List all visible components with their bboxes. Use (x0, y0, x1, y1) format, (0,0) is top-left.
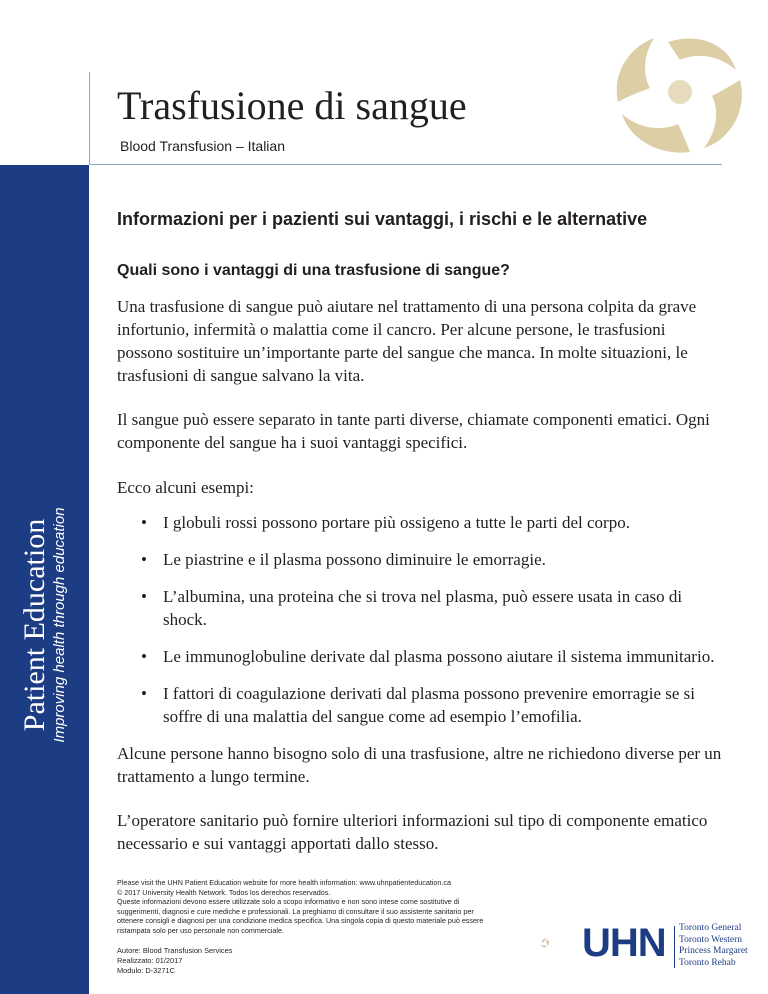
list-item-text: Le immunoglobuline derivate dal plasma possono aiutare il sistema immunitario. (163, 647, 715, 666)
footer-credits (117, 946, 377, 976)
sidebar-title: Patient Education (18, 518, 51, 732)
list-item-text: Le piastrine e il plasma possono diminuire le emorragie. (163, 550, 546, 569)
examples-list (117, 511, 722, 728)
paragraph-components: Il sangue può essere separato in tante parti diverse, chiamate componenti ematici. Ogni componente del sangue ha i suoi vantaggi specifici. (117, 410, 710, 452)
uhn-site: Toronto General (679, 923, 742, 933)
bullet-icon: • (141, 647, 147, 666)
list-item-text: I fattori di coagulazione derivati dal plasma possono prevenire emorragie se si soffre di una malattia del sangue come ad esempio l’emofilia. (163, 684, 696, 726)
paragraph-provider: L’operatore sanitario può fornire ulteriori informazioni sul tipo di componente ematico necessario e sui vantaggi apportati dallo stesso. (117, 811, 708, 853)
document-title: Trasfusione di sangue (117, 83, 467, 128)
uhn-divider (674, 926, 675, 968)
main-content (117, 200, 722, 855)
footer-copyright: © 2017 University Health Network. Todos los derechos reservados. (117, 887, 331, 897)
list-item (117, 511, 722, 534)
uhn-site: Toronto Rehab (679, 957, 736, 968)
uhn-swirl-icon (540, 918, 584, 968)
paragraph-benefits: Una trasfusione di sangue può aiutare nel trattamento di una persona colpita da grave infortunio, infermità o malattia come il cancro. Per alcune persone, le trasfusioni possono sostituire un’importante parte del sangue che manca. In molte situazioni, le trasfusioni di sangue salvano la vita. (117, 297, 697, 385)
footer-disclaimer: Queste informazioni devono essere utilizzate solo a scopo informativo e non sono intese come sostitutive di suggerimenti, diagnosi e cure mediche e professionali. La preghiamo di consultare il suo assistente sanitario per ottenere consigli e diagnosi per una condizione medica specifica. Una singola copia di questo materiale può essere ristampata solo per uso personale non commerciale. (117, 897, 484, 935)
uhn-wordmark: UHN (582, 921, 666, 965)
list-item (117, 682, 722, 728)
footer-form-number: Modulo: D-3271C (117, 966, 175, 975)
question-heading: Quali sono i vantaggi di una trasfusione di sangue? (117, 262, 510, 279)
sidebar (0, 165, 89, 994)
list-item-text: L’albumina, una proteina che si trova nel plasma, può essere usata in caso di shock. (163, 587, 683, 629)
list-item-text: I globuli rossi possono portare più ossigeno a tutte le parti del corpo. (163, 513, 630, 532)
bullet-icon: • (141, 587, 147, 606)
uhn-site: Princess Margaret (679, 946, 748, 956)
list-item (117, 585, 722, 631)
document-subtitle: Blood Transfusion – Italian (120, 138, 285, 154)
paragraph-examples-intro: Ecco alcuni esempi: (117, 478, 254, 497)
section-heading: Informazioni per i pazienti sui vantaggi, i rischi e le alternative (117, 209, 648, 229)
footer-notice (117, 878, 497, 936)
footer-website-line: Please visit the UHN Patient Education website for more health information: www.uhnpatienteducation.ca (117, 878, 452, 887)
list-item (117, 645, 722, 668)
bullet-icon: • (141, 550, 147, 569)
sidebar-tagline: Improving health through education (51, 507, 68, 743)
footer-date: Realizzato: 01/2017 (117, 956, 183, 965)
sidebar-label (19, 507, 69, 742)
swirl-logo-icon (608, 30, 748, 155)
header-divider-horizontal (89, 164, 722, 165)
bullet-icon: • (141, 513, 147, 532)
bullet-icon: • (141, 684, 147, 703)
header-divider-vertical (89, 72, 90, 165)
uhn-site: Toronto Western (679, 934, 743, 945)
list-item (117, 548, 722, 571)
paragraph-treatment: Alcune persone hanno bisogno solo di una trasfusione, altre ne richiedono diverse per un trattamento a lungo termine. (117, 744, 722, 786)
uhn-sites-list (679, 923, 748, 969)
footer-author: Autore: Blood Transfusion Services (117, 946, 233, 955)
